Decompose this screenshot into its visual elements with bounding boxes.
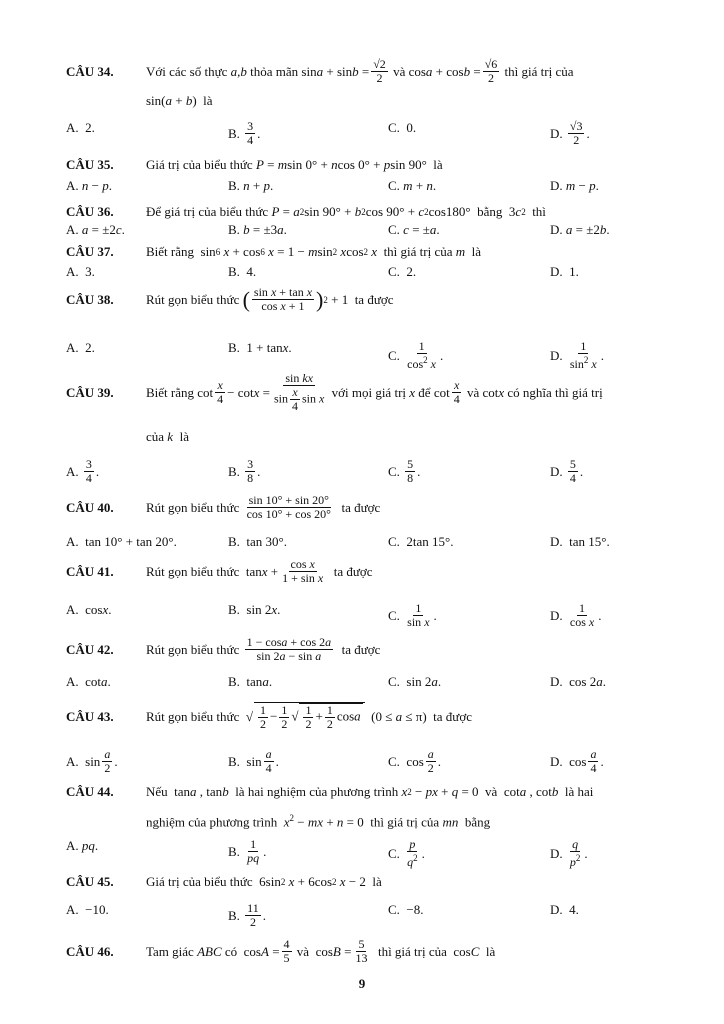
option-a[interactable]: A. $\frac{3}{4}$ . [66,457,100,485]
option-d[interactable]: D. $\frac{q}{p^2}$ . [550,837,588,869]
option-a[interactable]: A. sin $\frac{a}{2}$ . [66,747,118,775]
question-text: Giá trị của biểu thức P = m sin 0° + n cos 0° + p sin 90° là [146,157,443,172]
options-43 [66,747,686,775]
option-b[interactable]: B. b = ±3 a . [228,222,287,237]
option-c[interactable]: C. 2tan 15°. [388,534,454,549]
option-c[interactable]: C. m + n . [388,178,437,193]
option-d[interactable]: D. 4. [550,902,579,917]
option-c[interactable]: C. cos $\frac{a}{2}$ . [388,747,441,775]
option-c[interactable]: C. sin 2 a . [388,674,442,689]
question-text: Để giá trị của biểu thức P = a 2 sin 90° + b 2 cos 90° + c 2 cos180° bằng 3 c 2 thì [146,204,546,219]
option-a[interactable]: A. tan 10° + tan 20°. [66,534,177,549]
question-text: Với các số thực a,b thỏa mãn sin a + sin b = $\frac{√2}{2}$ và cos a + cos b = $\frac{√6}{2}$ thì giá trị của [146,57,574,85]
question-label: CÂU 40. [66,499,114,515]
question-text: Tam giác ABC có cos A = $\frac{4}{5}$ và cos B = $\frac{5}{13}$ thì giá trị của cos C là [146,937,496,965]
option-c[interactable]: C. $\frac{1}{\cos^2 x}$ . [388,339,444,371]
option-d[interactable]: D. tan 15°. [550,534,610,549]
option-c[interactable]: C. 2. [388,264,417,279]
question-text: Giá trị của biểu thức 6sin 2 x + 6cos 2 x − 2 là [146,874,382,889]
question-text: Rút gọn biểu thức $\frac{\sin 10^\circ + \sin 20^\circ}{\cos 10^\circ + \cos 20^\circ}$ ta được [146,493,381,521]
question-38 [66,286,686,313]
question-label: CÂU 39. [66,384,114,400]
option-d[interactable]: D. 1. [550,264,579,279]
options-35 [66,178,686,196]
question-34 [66,58,686,109]
question-39 [66,372,686,445]
question-45 [66,874,686,890]
option-d[interactable]: D. $\frac{5}{4}$ . [550,457,584,485]
question-text: Nếu tan a , tan b là hai nghiệm của phương trình x 2 − px + q = 0 và cot a , cot b là hai [146,784,594,799]
option-b[interactable]: B. sin 2 x . [228,602,281,617]
question-text: Rút gọn biểu thức √ $\frac{1}{2}$ − $\frac{1}{2}$ √ $\frac{1}{2}$ + $\frac{1}{2}$ cosa (0 ≤ a ≤ π) ta được [146,703,472,731]
option-c[interactable]: C. c = ± a . [388,222,440,237]
question-label: CÂU 42. [66,641,114,657]
question-label: CÂU 38. [66,291,114,307]
option-a[interactable]: A. pq . [66,838,99,853]
question-text: Biết rằng cot $\frac{x}{4}$ − cot x = sin kx sin $\frac{x}{4}$ sin x với mọi giá trị x để cot $\frac{x}{4}$ và cot x có nghĩa thì giá trị [146,371,603,413]
question-label: CÂU 34. [66,63,114,79]
option-c[interactable]: C. $\frac{p}{q^2}$ . [388,837,425,869]
question-36 [66,204,686,220]
question-label: CÂU 45. [66,874,114,889]
option-b[interactable]: B. tan 30°. [228,534,288,549]
question-37 [66,244,686,260]
option-d[interactable]: D. a = ±2 b . [550,222,610,237]
option-a[interactable]: A. 3. [66,264,95,279]
question-label: CÂU 41. [66,563,114,579]
option-c[interactable]: C. 0. [388,120,417,135]
options-41 [66,601,686,629]
options-38 [66,339,686,371]
question-43 [66,702,686,731]
option-c[interactable]: C. −8. [388,902,424,917]
option-c[interactable]: C. $\frac{5}{8}$ . [388,457,421,485]
question-42 [66,636,686,663]
option-c[interactable]: C. $\frac{1}{\text{sin x}}$ . [388,601,437,629]
question-continuation: của k là [146,429,189,444]
option-a[interactable]: A. cot a . [66,674,111,689]
question-label: CÂU 36. [66,204,114,219]
option-d[interactable]: D. $\frac{√3}{2}$ . [550,119,590,147]
option-b[interactable]: B. $\frac{11}{2}$ . [228,901,266,929]
question-continuation: nghiệm của phương trình $x^2$ − mx + n = 0 thì giá trị của mn bằng [146,813,491,830]
question-35 [66,157,686,173]
question-41 [66,558,686,585]
option-a[interactable]: A. −10. [66,902,109,917]
question-text: Rút gọn biểu thức $\frac{1 - \cos a + \cos 2a}{\text{sin 2a − sin a}}$ ta được [146,635,381,663]
page-number: 9 [358,976,366,991]
option-d[interactable]: D. $\frac{1}{\sin^2 x}$ . [550,339,604,371]
option-d[interactable]: D. cos 2 a . [550,674,606,689]
option-a[interactable]: A. 2. [66,340,95,355]
question-label: CÂU 44. [66,784,114,799]
question-label: CÂU 43. [66,708,114,724]
option-b[interactable]: B. 4. [228,264,257,279]
option-b[interactable]: B. n + p . [228,178,274,193]
option-b[interactable]: B. sin $\frac{a}{4}$ . [228,747,279,775]
options-45 [66,901,686,929]
question-46 [66,938,686,965]
option-a[interactable]: A. 2. [66,120,95,135]
option-b[interactable]: B. $\frac{1}{pq}$ . [228,837,267,865]
question-label: CÂU 46. [66,943,114,959]
question-label: CÂU 37. [66,244,114,259]
question-text: Rút gọn biểu thức tan x + $\frac{\text{cos x}}{\text{1 + sin x}}$ ta được [146,557,373,585]
question-text: Biết rằng sin 6 x + cos 6 x = 1 − m sin 2 x cos 2 x thì giá trị của m là [146,244,482,259]
question-40 [66,494,686,521]
option-a[interactable]: A. n − p . [66,178,112,193]
option-b[interactable]: B. $\frac{3}{8}$ . [228,457,261,485]
question-44 [66,784,686,830]
options-39 [66,457,686,485]
options-36 [66,222,686,240]
options-42 [66,674,686,692]
question-continuation: sin(a + b) là [146,93,213,108]
option-b[interactable]: B. $\frac{3}{4}$ . [228,119,261,147]
option-d[interactable]: D. cos $\frac{a}{4}$ . [550,747,604,775]
option-b[interactable]: B. tan a . [228,674,273,689]
option-a[interactable]: A. a = ±2 c . [66,222,125,237]
options-37 [66,264,686,282]
option-b[interactable]: B. 1 + tan x . [228,340,292,355]
option-a[interactable]: A. cos x . [66,602,112,617]
options-44 [66,837,686,869]
options-34 [66,119,686,147]
question-label: CÂU 35. [66,157,114,172]
options-40 [66,534,686,552]
question-text: Rút gọn biểu thức ( $\frac{\text{sin x + tan x}}{\text{cos x + 1}}$ ) 2 + 1 ta được [146,285,394,313]
option-d[interactable]: D. $\frac{1}{\text{cos x}}$ . [550,601,602,629]
option-d[interactable]: D. m − p . [550,178,599,193]
